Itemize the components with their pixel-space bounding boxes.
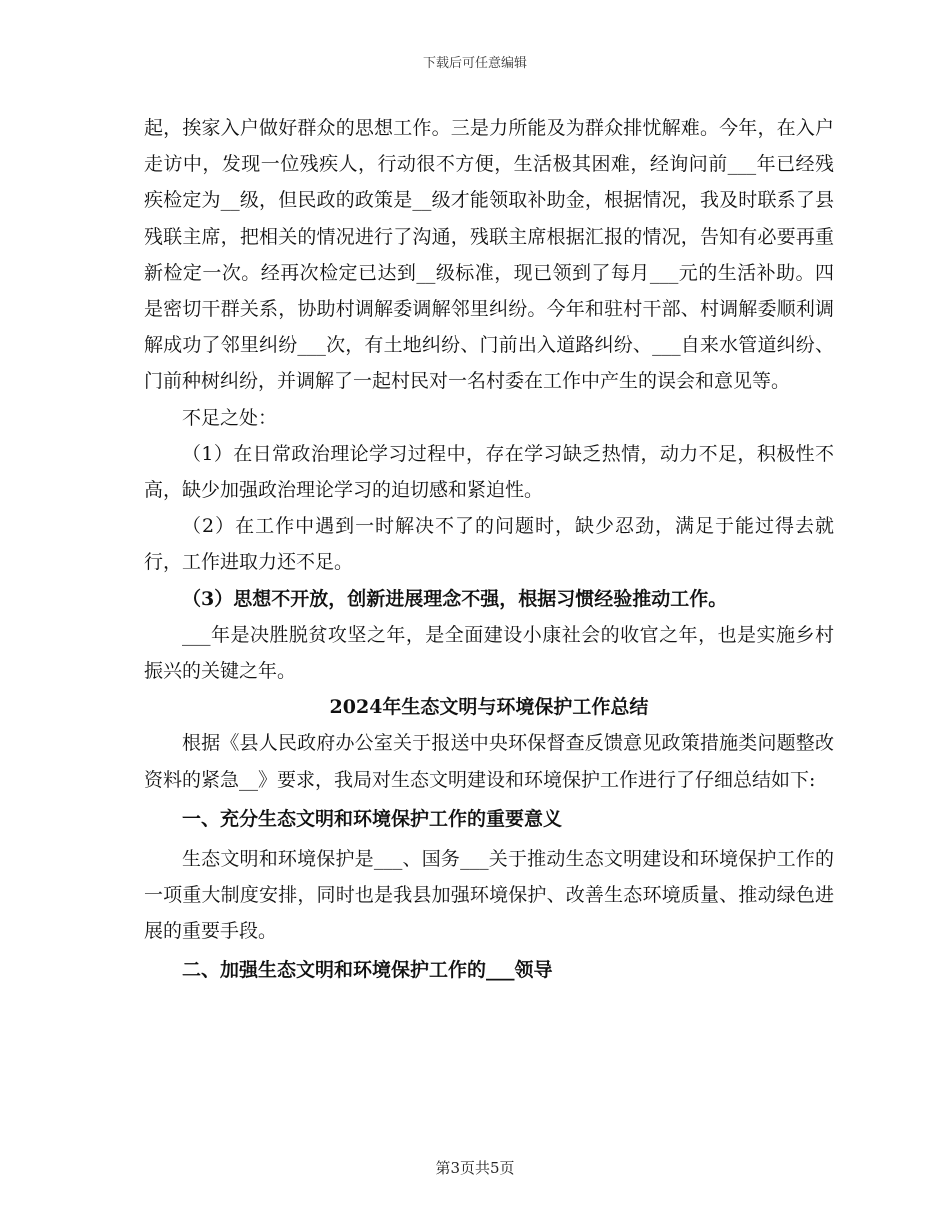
heading-1: 一、充分生态文明和环境保护工作的重要意义 <box>182 807 563 830</box>
page-header: 下载后可任意编辑 <box>422 56 527 71</box>
document-body <box>144 110 834 992</box>
paragraph-intro: 根据《县人民政府办公室关于报送中央环保督查反馈意见政策措施类问题整改资料的紧急__》要求，我局对生态文明建设和环境保护工作进行了仔细总结如下: <box>144 732 834 791</box>
paragraph-shortcoming-2: （2）在工作中遇到一时解决不了的问题时，缺少忍劲，满足于能过得去就行，工作进取力还不足。 <box>144 515 834 574</box>
paragraph-shortcoming-3: （3）思想不开放，创新进展理念不强，根据习惯经验推动工作。 <box>182 587 728 610</box>
paragraph-shortcoming-1: （1）在日常政治理论学习过程中，存在学习缺乏热情，动力不足，积极性不高，缺少加强政治理论学习的迫切感和紧迫性。 <box>144 442 834 502</box>
section-title: 2024年生态文明与环境保护工作总结 <box>329 696 649 719</box>
paragraph-outlook: ___年是决胜脱贫攻坚之年，是全面建设小康社会的收官之年，也是实施乡村振兴的关键之年。 <box>144 623 834 683</box>
paragraph-continuation: 起，挨家入户做好群众的思想工作。三是力所能及为群众排忧解难。今年，在入户走访中，发现一位残疾人，行动很不方便，生活极其困难，经询问前___年已经残疾检定为__级，但民政的政策是__级才能领取补助金，根据情况，我及时联系了县残联主席，把相关的情况进行了沟通，残联主席根据汇报的情况，告知有必要再重新检定一次。经再次检定已达到__级标准，现已领到了每月___元的生活补助。四是密切干群关系，协助村调解委调解邻里纠纷。今年和驻村干部、村调解委顺利调解成功了邻里纠纷___次，有土地纠纷、门前出入道路纠纷、___自来水管道纠纷、门前种树纠纷，并调解了一起村民对一名村委在工作中产生的误会和意见等。 <box>144 117 834 393</box>
paragraph-body-1: 生态文明和环境保护是___、国务___关于推动生态文明建设和环境保护工作的一项重大制度安排，同时也是我县加强环境保护、改善生态环境质量、推动绿色进展的重要手段。 <box>144 847 834 943</box>
page-footer: 第3页共5页 <box>435 1159 515 1177</box>
paragraph-shortcomings-label: 不足之处： <box>182 406 278 429</box>
heading-2: 二、加强生态文明和环境保护工作的___领导 <box>182 959 553 982</box>
